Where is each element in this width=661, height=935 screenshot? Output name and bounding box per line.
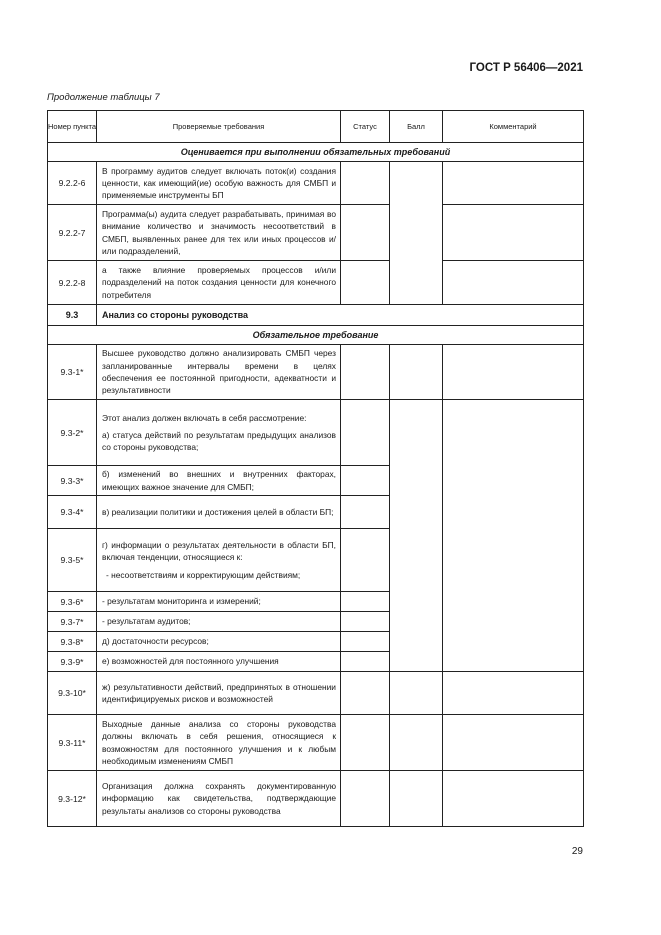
row-number: 9.3-7*: [48, 612, 97, 632]
row-requirement-intro: г) информации о результатах деятельности в области БП, включая тенденции, относящиеся к:: [102, 540, 336, 563]
status-cell: [341, 612, 390, 632]
status-cell: [341, 496, 390, 529]
section-row: [48, 326, 584, 345]
row-requirement: д) достаточности ресурсов;: [97, 632, 341, 652]
status-cell: [341, 162, 390, 205]
table-row: [48, 205, 584, 261]
status-cell: [341, 261, 390, 305]
table-row: [48, 715, 584, 771]
clause-title: Анализ со стороны руководства: [97, 305, 584, 326]
status-cell: [341, 205, 390, 261]
row-requirement-intro: Этот анализ должен включать в себя рассмотрение:: [102, 412, 307, 423]
comment-cell: [443, 715, 584, 771]
row-requirement: - результатам мониторинга и измерений;: [97, 592, 341, 612]
row-requirement: Высшее руководство должно анализировать СМБП через запланированные интервалы времени в целях обеспечения ее постоянной пригодности, адекватности и результативности: [97, 345, 341, 400]
row-number: 9.3-9*: [48, 652, 97, 672]
clause-number: 9.3: [48, 305, 97, 326]
table-header-row: [48, 111, 584, 143]
status-cell: [341, 771, 390, 827]
table-row: [48, 345, 584, 400]
table-row: [48, 162, 584, 205]
status-cell: [341, 466, 390, 496]
requirements-table: [47, 110, 584, 827]
row-requirement-item: - несоответствиям и корректирующим действиям;: [106, 569, 301, 580]
section-title: Обязательное требование: [48, 326, 584, 345]
comment-cell: [443, 672, 584, 715]
status-cell: [341, 400, 390, 466]
score-cell: [390, 771, 443, 827]
table-row: [48, 672, 584, 715]
row-number: 9.3-3*: [48, 466, 97, 496]
table-row: [48, 400, 584, 466]
row-requirement: - результатам аудитов;: [97, 612, 341, 632]
score-cell: [390, 400, 443, 672]
row-requirement: е) возможностей для постоянного улучшения: [97, 652, 341, 672]
clause-row: [48, 305, 584, 326]
row-requirement: [97, 400, 341, 466]
section-title: Оценивается при выполнении обязательных требований: [48, 143, 584, 162]
row-requirement: б) изменений во внешних и внутренних факторах, имеющих важное значение для СМБП;: [97, 466, 341, 496]
row-number: 9.2.2-6: [48, 162, 97, 205]
col-header-score: Балл: [390, 111, 443, 143]
row-number: 9.3-5*: [48, 529, 97, 592]
col-header-requirements: Проверяемые требования: [97, 111, 341, 143]
row-requirement: а также влияние проверяемых процессов и/или подразделений на поток создания ценности для конечного потребителя: [97, 261, 341, 305]
status-cell: [341, 652, 390, 672]
comment-cell: [443, 205, 584, 261]
row-number: 9.3-6*: [48, 592, 97, 612]
section-row: [48, 143, 584, 162]
comment-cell: [443, 162, 584, 205]
status-cell: [341, 672, 390, 715]
row-requirement: Организация должна сохранять документированную информацию как свидетельства, подтверждающие результаты анализов со стороны руководства: [97, 771, 341, 827]
status-cell: [341, 715, 390, 771]
col-header-number: Номер пункта: [48, 111, 97, 143]
row-number: 9.3-2*: [48, 400, 97, 466]
status-cell: [341, 632, 390, 652]
comment-cell: [443, 400, 584, 672]
row-number: 9.3-1*: [48, 345, 97, 400]
row-number: 9.2.2-7: [48, 205, 97, 261]
status-cell: [341, 529, 390, 592]
row-requirement: ж) результативности действий, предпринятых в отношении идентифицируемых рисков и возможностей: [97, 672, 341, 715]
comment-cell: [443, 345, 584, 400]
document-id: ГОСТ Р 56406—2021: [469, 62, 583, 74]
page-number: 29: [571, 846, 583, 857]
row-requirement: Выходные данные анализа со стороны руководства должны включать в себя решения, относящиеся к возможностям для постоянного улучшения и к любым необходимым изменениям СМБП: [97, 715, 341, 771]
status-cell: [341, 345, 390, 400]
row-number: 9.3-8*: [48, 632, 97, 652]
table-row: [48, 771, 584, 827]
status-cell: [341, 592, 390, 612]
row-number: 9.3-4*: [48, 496, 97, 529]
row-number: 9.3-11*: [48, 715, 97, 771]
table-caption: Продолжение таблицы 7: [47, 92, 160, 103]
comment-cell: [443, 261, 584, 305]
row-number: 9.3-12*: [48, 771, 97, 827]
row-number: 9.3-10*: [48, 672, 97, 715]
comment-cell: [443, 771, 584, 827]
row-requirement: [97, 529, 341, 592]
table-row: [48, 261, 584, 305]
row-requirement: В программу аудитов следует включать поток(и) создания ценности, как имеющий(ие) особую важность для СМБП и применяемые инструменты БП: [97, 162, 341, 205]
row-requirement-item: а) статуса действий по результатам предыдущих анализов со стороны руководства;: [102, 429, 336, 453]
score-cell: [390, 162, 443, 305]
score-cell: [390, 672, 443, 715]
score-cell: [390, 715, 443, 771]
row-number: 9.2.2-8: [48, 261, 97, 305]
row-requirement: в) реализации политики и достижения целей в области БП;: [97, 496, 341, 529]
score-cell: [390, 345, 443, 400]
row-requirement: Программа(ы) аудита следует разрабатывать, принимая во внимание количество и значимость несоответствий в СМБП, выявленных ранее для тех или иных процессов и/или подразделений,: [97, 205, 341, 261]
col-header-comment: Комментарий: [443, 111, 584, 143]
col-header-status: Статус: [341, 111, 390, 143]
